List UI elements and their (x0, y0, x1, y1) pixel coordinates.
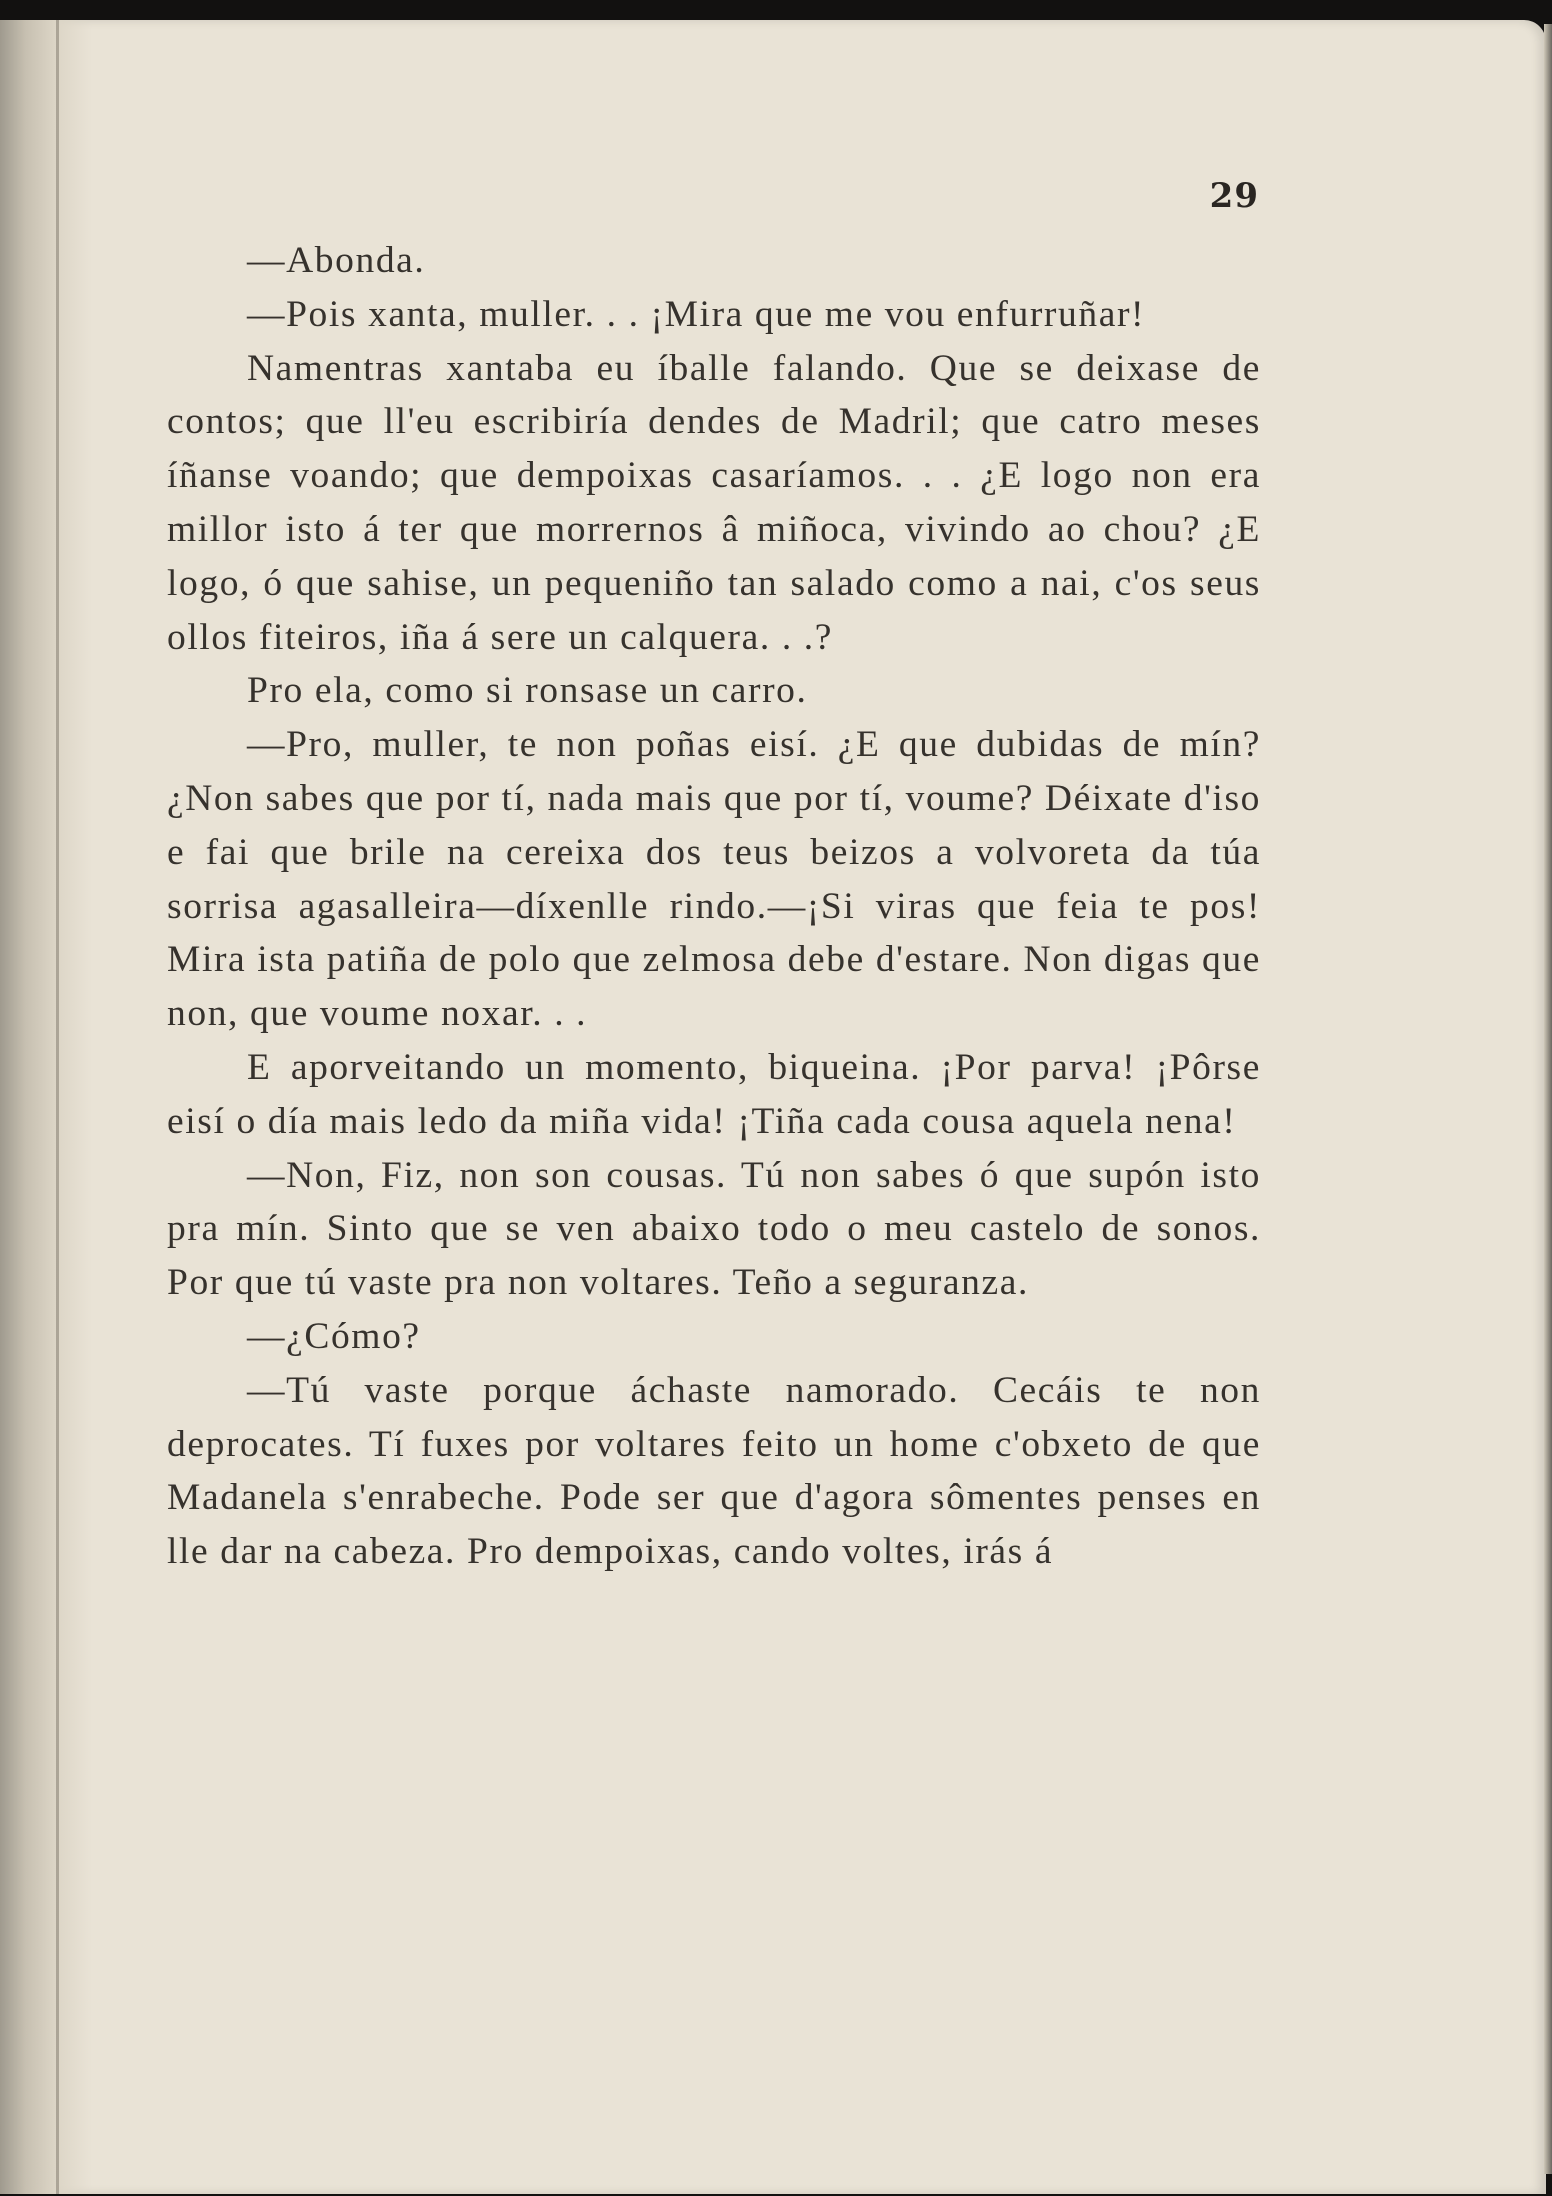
book-gutter (0, 20, 92, 2194)
page-edge (1544, 24, 1552, 2174)
paragraph: Pro ela, como si ronsase un carro. (247, 670, 808, 712)
paragraph: —Abonda. (247, 240, 426, 281)
paragraph: —Non, Fiz, non son cousas. Tú non sabes ó que supón isto pra mín. Sinto que se ven abaixo todo o meu castelo de sonos. Por que tú vaste pra non voltares. Teño a seguranza. (167, 1154, 1261, 1304)
gutter-fold-line (56, 20, 59, 2194)
paragraph: —Pro, muller, te non poñas eisí. ¿E que dubidas de mín? ¿Non sabes que por tí, nada mais que por tí, voume? Déixate d'iso e fai que brile na cereixa dos teus beizos a volvoreta da túa sorrisa agasalleira—díxenlle rindo.—¡Si viras que feia te pos! Mira ista patiña de polo que zelmosa debe d'estare. Non digas que non, que voume noxar. . . (167, 724, 1261, 1035)
page-number: 29 (1209, 176, 1259, 216)
paragraph: E aporveitando un momento, biqueina. ¡Por parva! ¡Pôrse eisí o día mais ledo da miña vida! ¡Tiña cada cousa aquela nena! (167, 1046, 1261, 1142)
paragraph: Namentras xantaba eu íballe falando. Que se deixase de contos; que ll'eu escribiría dendes de Madril; que catro meses íñanse voando; que dempoixas casaríamos. . . ¿E logo non era millor isto á ter que morrernos â miñoca, vivindo ao chou? ¿E logo, ó que sahise, un pequeniño tan salado como a nai, c'os seus ollos fiteiros, iña á sere un calquera. . .? (167, 347, 1261, 658)
page-body-text (167, 234, 1261, 1579)
paragraph: —Tú vaste porque áchaste namorado. Cecáis te non deprocates. Tí fuxes por voltares feito un home c'obxeto de que Madanela s'enrabeche. Pode ser que d'agora sômentes penses en lle dar na cabeza. Pro dempoixas, cando voltes, irás á (167, 1369, 1261, 1573)
paragraph: —Pois xanta, muller. . . ¡Mira que me vou enfurruñar! (247, 293, 1146, 335)
paragraph: —¿Cómo? (247, 1315, 421, 1357)
